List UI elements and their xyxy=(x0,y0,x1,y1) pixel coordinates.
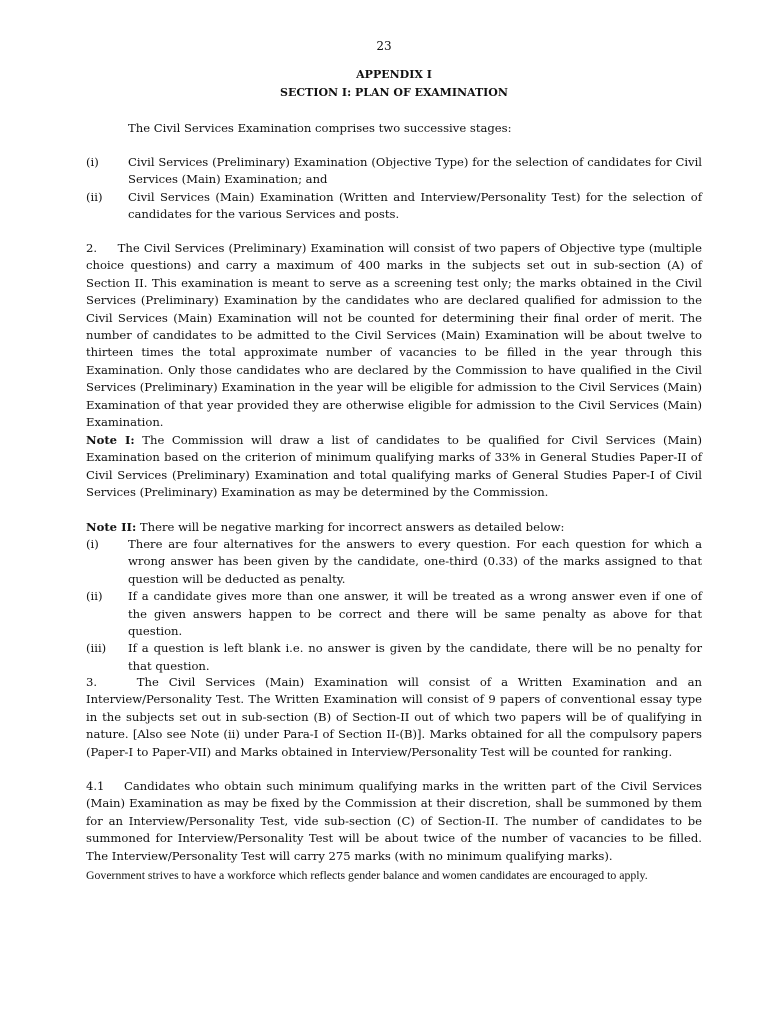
note-1-text: The Commission will draw a list of candidates to be qualified for Civil Services (Main) Examination based on the criterion of minimum qualifying marks of 33% in General Studies Paper-II of Civil Services (Preliminary) Examination and total qualifying marks of General Studies Paper-I of Civil Services (Preliminary) Examination as may be determined by the Commission. xyxy=(86,433,702,500)
list-item xyxy=(86,189,702,224)
note-1 xyxy=(86,432,702,502)
stages-list xyxy=(86,154,702,224)
item-text: Civil Services (Preliminary) Examination (Objective Type) for the selection of candidates for Civil Services (Main) Examination; and xyxy=(128,155,702,187)
section-title: SECTION I: PLAN OF EXAMINATION xyxy=(280,86,508,99)
item-number: (ii) xyxy=(86,189,103,204)
item-text: If a question is left blank i.e. no answer is given by the candidate, there will be no penalty for that question. xyxy=(128,641,702,673)
appendix-title: APPENDIX I xyxy=(356,68,432,81)
list-item xyxy=(86,536,702,588)
footer-note: Government strives to have a workforce which reflects gender balance and women candidates are encouraged to apply. xyxy=(86,868,648,882)
paragraph-4-1: 4.1 Candidates who obtain such minimum qualifying marks in the written part of the Civil Services (Main) Examination as may be fixed by the Commission at their discretion, shall be summoned by them for an Interview/Personality Test, vide sub-section (C) of Section-II. The number of candidates to be summoned for Interview/Personality Test will be about twice of the number of vacancies to be filled. The Interview/Personality Test will carry 275 marks (with no minimum qualifying marks). xyxy=(86,779,702,863)
intro-text: The Civil Services Examination comprises two successive stages: xyxy=(128,121,512,135)
paragraph-2: 2. The Civil Services (Preliminary) Examination will consist of two papers of Objective type (multiple choice questions) and carry a maximum of 400 marks in the subjects set out in sub-section (A) of Section II. This examination is meant to serve as a screening test only; the marks obtained in the Civil Services (Preliminary) Examination by the candidates who are declared qualified for admission to the Civil Services (Main) Examination will not be counted for determining their final order of merit. The number of candidates to be admitted to the Civil Services (Main) Examination will be about twelve to thirteen times the total approximate number of vacancies to be filled in the year through this Examination. Only those candidates who are declared by the Commission to have qualified in the Civil Services (Preliminary) Examination in the year will be eligible for admission to the Civil Services (Main) Examination of that year provided they are otherwise eligible for admission to the Civil Services (Main) Examination. xyxy=(86,241,702,430)
list-item xyxy=(86,588,702,640)
list-item xyxy=(86,154,702,189)
item-text: There are four alternatives for the answers to every question. For each question for which a wrong answer has been given by the candidate, one-third (0.33) of the marks assigned to that question will be deducted as penalty. xyxy=(128,537,702,586)
item-number: (i) xyxy=(86,155,99,169)
note-2-text: There will be negative marking for incorrect answers as detailed below: xyxy=(136,520,565,534)
list-item xyxy=(86,640,702,675)
item-number: (iii) xyxy=(86,641,107,656)
item-text: If a candidate gives more than one answer, it will be treated as a wrong answer even if one of the given answers happen to be correct and there will be same penalty as above for that question. xyxy=(128,589,702,639)
note-2-label: Note II: xyxy=(86,520,137,534)
item-number: (ii) xyxy=(86,589,103,604)
note-2-list xyxy=(86,536,702,675)
note-2 xyxy=(86,519,702,536)
item-text: Civil Services (Main) Examination (Written and Interview/Personality Test) for the selection of candidates for the various Services and posts. xyxy=(128,189,702,222)
item-number: (i) xyxy=(86,537,99,551)
note-1-label: Note I: xyxy=(86,433,135,447)
page-number: 23 xyxy=(376,39,392,53)
paragraph-3: 3. The Civil Services (Main) Examination will consist of a Written Examination and an Interview/Personality Test. The Written Examination will consist of 9 papers of conventional essay type in the subjects set out in sub-section (B) of Section-II out of which two papers will be of qualifying in nature. [Also see Note (ii) under Para-I of Section II-(B)]. Marks obtained for all the compulsory papers (Paper-I to Paper-VII) and Marks obtained in Interview/Personality Test will be counted for ranking. xyxy=(86,675,702,759)
